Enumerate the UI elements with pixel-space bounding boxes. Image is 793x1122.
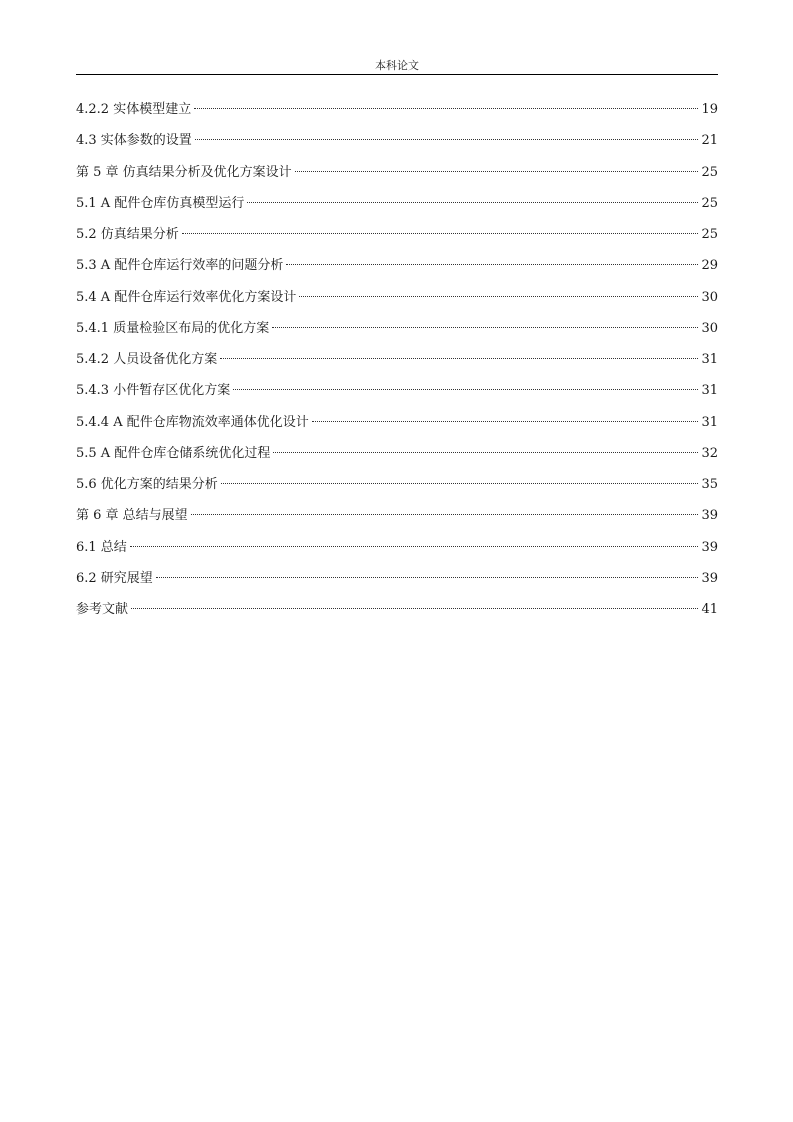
- toc-entry-page: 29: [701, 258, 718, 274]
- toc-entry-page: 39: [701, 508, 718, 524]
- running-header: [76, 54, 718, 75]
- toc-dot-leader: [182, 233, 699, 234]
- toc-entry-title: 5.1 A 配件仓库仿真模型运行: [76, 195, 245, 211]
- toc-entry-title: 5.2 仿真结果分析: [76, 227, 179, 242]
- toc-entry-page: 39: [701, 570, 718, 586]
- toc-entry-page: 25: [701, 164, 718, 180]
- toc-entry-title: 4.3 实体参数的设置: [76, 133, 192, 149]
- toc-entry-page: 31: [701, 352, 718, 367]
- toc-entry-page: 31: [701, 383, 718, 399]
- toc-entry-page: 32: [701, 445, 718, 461]
- toc-dot-leader: [312, 421, 699, 422]
- toc-entry-page: 41: [701, 602, 718, 617]
- toc-dot-leader: [195, 139, 699, 140]
- toc-entry[interactable]: [76, 443, 718, 474]
- toc-entry-title: 5.3 A 配件仓库运行效率的问题分析: [76, 258, 284, 274]
- toc-entry-page: 35: [701, 477, 718, 492]
- toc-entry-title: 5.4.4 A 配件仓库物流效率通体优化设计: [76, 414, 309, 430]
- toc-entry-page: 30: [701, 320, 718, 336]
- toc-entry[interactable]: [76, 99, 718, 130]
- toc-entry[interactable]: [76, 255, 718, 286]
- toc-entry[interactable]: [76, 349, 718, 380]
- toc-entry-page: 30: [701, 289, 718, 305]
- toc-entry-title: 5.4.2 人员设备优化方案: [76, 352, 218, 367]
- toc-entry[interactable]: [76, 505, 718, 536]
- toc-entry-page: 39: [701, 539, 718, 555]
- toc-dot-leader: [295, 171, 699, 172]
- running-header-title: 本科论文: [375, 59, 419, 72]
- toc-entry-title: 5.4 A 配件仓库运行效率优化方案设计: [76, 289, 297, 305]
- toc-dot-leader: [220, 358, 698, 359]
- toc-entry-page: 25: [701, 195, 718, 211]
- toc-dot-leader: [233, 389, 698, 390]
- toc-entry-title: 第 6 章 总结与展望: [76, 508, 188, 524]
- toc-entry-title: 5.5 A 配件仓库仓储系统优化过程: [76, 445, 271, 461]
- toc-entry[interactable]: [76, 474, 718, 505]
- toc-entry[interactable]: [76, 193, 718, 224]
- toc-entry[interactable]: [76, 318, 718, 349]
- toc-entry[interactable]: [76, 537, 718, 568]
- toc-dot-leader: [221, 483, 699, 484]
- toc-entry-page: 25: [701, 227, 718, 242]
- toc-dot-leader: [194, 108, 698, 109]
- toc-dot-leader: [299, 296, 698, 297]
- toc-entry-title: 4.2.2 实体模型建立: [76, 102, 192, 117]
- toc-dot-leader: [130, 546, 699, 547]
- toc-dot-leader: [131, 608, 698, 609]
- toc-entry[interactable]: [76, 287, 718, 318]
- toc-entry-title: 5.4.1 质量检验区布局的优化方案: [76, 320, 270, 336]
- toc-dot-leader: [273, 452, 698, 453]
- toc-entry-page: 31: [701, 414, 718, 430]
- table-of-contents: [76, 99, 718, 630]
- toc-entry[interactable]: [76, 162, 718, 193]
- toc-entry-title: 第 5 章 仿真结果分析及优化方案设计: [76, 164, 292, 180]
- toc-entry[interactable]: [76, 130, 718, 161]
- toc-dot-leader: [286, 264, 698, 265]
- toc-entry-title: 6.2 研究展望: [76, 570, 153, 586]
- toc-dot-leader: [191, 514, 699, 515]
- toc-entry-title: 5.4.3 小件暂存区优化方案: [76, 383, 231, 399]
- toc-entry-title: 参考文献: [76, 602, 129, 617]
- toc-entry[interactable]: [76, 599, 718, 630]
- toc-entry-page: 19: [701, 102, 718, 117]
- toc-entry[interactable]: [76, 568, 718, 599]
- toc-dot-leader: [247, 202, 698, 203]
- toc-dot-leader: [156, 577, 699, 578]
- toc-entry-title: 6.1 总结: [76, 539, 127, 555]
- toc-dot-leader: [272, 327, 698, 328]
- toc-entry-page: 21: [701, 133, 718, 149]
- toc-entry[interactable]: [76, 380, 718, 411]
- toc-entry-title: 5.6 优化方案的结果分析: [76, 477, 218, 492]
- toc-entry[interactable]: [76, 224, 718, 255]
- toc-entry[interactable]: [76, 412, 718, 443]
